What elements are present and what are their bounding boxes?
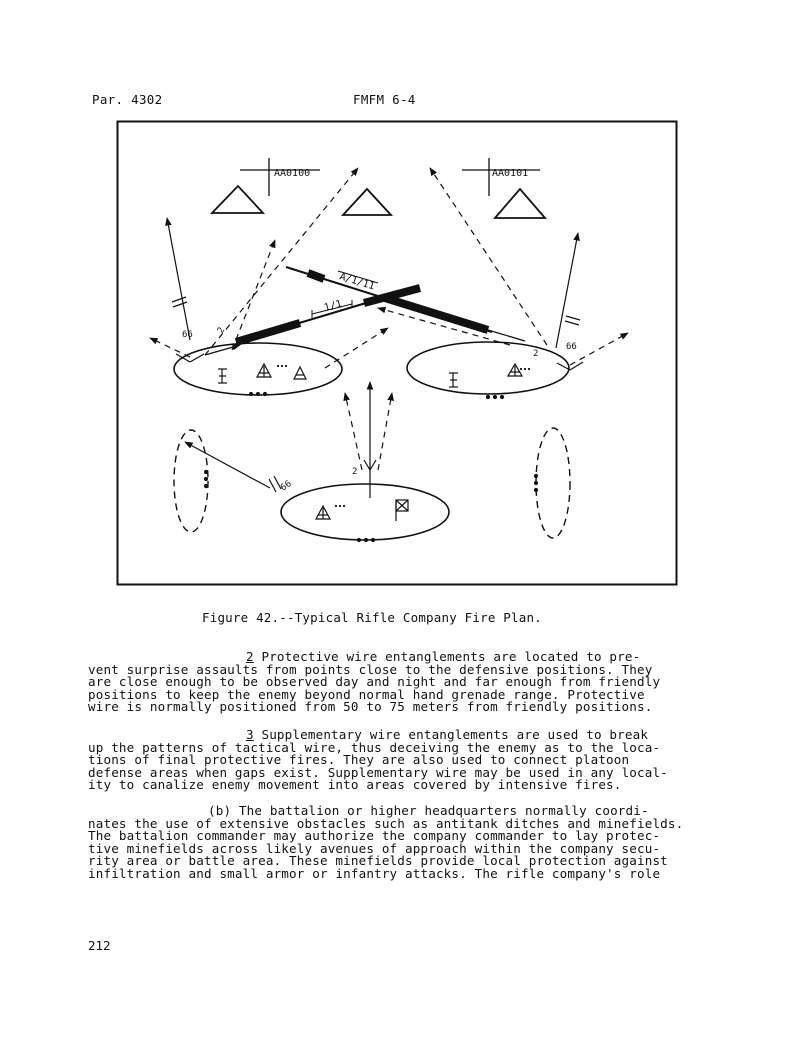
wire-label-1-1: 1/1 — [322, 298, 344, 314]
paragraph-obstacles: (b) The battalion or higher headquarters normally coordi- nates the use of extensive obstacles such as antitank ditches and minefields. The battalion commander may authorize the company commander to lay protec- tive minefields across likely avenues of approach within the company secu- rity area or battle area. These minefields provide local protection against infiltration and small armor or infantry attacks. The rifle company's role — [88, 803, 684, 881]
platoon-position-ellipses — [174, 342, 569, 540]
position-dots — [204, 365, 538, 542]
sector-label: 2 — [352, 467, 358, 477]
target-tag-aa0101: AA0101 — [492, 168, 529, 179]
paragraph-supplementary-wire: 3 Supplementary wire entanglements are used to break up the patterns of tactical wire, thus deceiving the enemy as to the loca- tions of final protective fires. They are also used to connect platoon defense areas when gaps exist. Supplementary wire may be used in any local- ity to canalize enemy movement into areas covered by intensive fires. — [88, 727, 668, 793]
target-triangle-icon — [212, 186, 545, 218]
fire-plan-figure — [116, 120, 678, 586]
sector-label: 2 — [215, 325, 228, 336]
command-post-flag-icon — [396, 500, 408, 521]
manual-title: FMFM 6-4 — [353, 92, 416, 107]
subparagraph-number: 3 — [246, 727, 254, 742]
wire-label-a-1-11: A/1/11 — [338, 271, 376, 293]
paragraph-reference: Par. 4302 — [92, 92, 163, 107]
figure-caption: Figure 42.--Typical Rifle Company Fire Plan. — [202, 610, 542, 625]
target-tag-aa0100: AA0100 — [274, 168, 311, 179]
supplementary-positions — [174, 428, 570, 538]
subparagraph-number: 2 — [246, 649, 254, 664]
sector-label: 2 — [533, 349, 539, 359]
paragraph-protective-wire: 2 Protective wire entanglements are located to pre- vent surprise assaults from points close to the defensive positions. They are close enough to be observed day and night and far enough from friendly positions to keep the enemy beyond normal hand grenade range. Protective wire is normally positioned from 50 to 75 meters from friendly positions. — [88, 649, 661, 715]
range-label: 66 — [566, 342, 577, 352]
range-label: 66 — [182, 330, 193, 340]
page-number: 212 — [88, 938, 111, 953]
solid-fire-lines — [167, 218, 578, 498]
range-label: 66 — [278, 479, 294, 494]
tactical-wire — [236, 267, 525, 342]
